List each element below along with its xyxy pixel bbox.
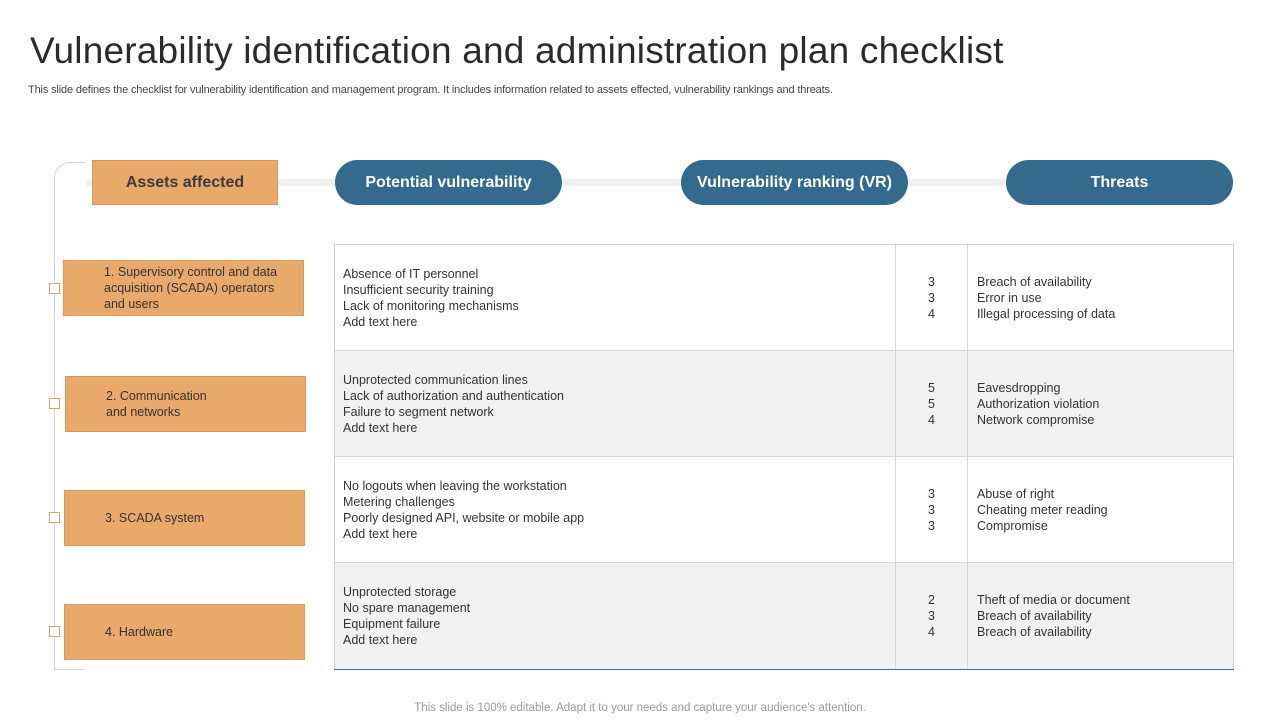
ranking-cell xyxy=(896,245,968,350)
vulnerability-item: Add text here xyxy=(343,420,418,435)
vulnerability-item: Unprotected communication lines xyxy=(343,372,528,387)
asset-box-2 xyxy=(65,376,306,432)
asset-label: 4. Hardware xyxy=(105,625,174,639)
table-row xyxy=(335,457,1233,563)
asset-label: 1. Supervisory control and data acquisition (SCADA) operators and users xyxy=(104,265,278,311)
checklist-table xyxy=(334,244,1234,670)
vulnerability-item: Add text here xyxy=(343,526,418,541)
asset-label: 2. Communication and networks xyxy=(106,389,207,419)
page-subtitle: This slide defines the checklist for vulnerability identification and management program. It includes information related to assets effected, vulnerability rankings and threats. xyxy=(28,84,833,96)
ranking-value: 4 xyxy=(928,306,935,321)
ranking-value: 3 xyxy=(928,486,935,501)
threat-item: Cheating meter reading xyxy=(977,502,1108,517)
header-vulnerability-ranking: Vulnerability ranking (VR) xyxy=(681,160,908,205)
vulnerability-item: Failure to segment network xyxy=(343,404,494,419)
header-assets-label: Assets affected xyxy=(125,173,245,191)
vulnerability-item: Lack of authorization and authentication xyxy=(343,388,564,403)
ranking-value: 3 xyxy=(928,290,935,305)
vulnerability-cell xyxy=(335,245,896,350)
page-title: Vulnerability identification and administration plan checklist xyxy=(30,30,1004,71)
asset-box-4 xyxy=(64,604,305,660)
ranking-value: 5 xyxy=(928,396,935,411)
vulnerability-cell xyxy=(335,351,896,456)
threat-item: Error in use xyxy=(977,290,1042,305)
ranking-cell xyxy=(896,351,968,456)
threat-item: Compromise xyxy=(977,518,1048,533)
threat-item: Eavesdropping xyxy=(977,380,1061,395)
header-potential-vulnerability: Potential vulnerability xyxy=(335,160,562,205)
vulnerability-item: Lack of monitoring mechanisms xyxy=(343,298,519,313)
asset-box-3 xyxy=(64,490,305,546)
ranking-value: 3 xyxy=(928,609,935,623)
header-assets-affected xyxy=(92,160,278,205)
table-row xyxy=(335,351,1233,457)
threat-item: Illegal processing of data xyxy=(977,306,1116,321)
vulnerability-item: No spare management xyxy=(343,601,471,615)
threat-item: Theft of media or document xyxy=(977,593,1130,607)
vulnerability-item: Add text here xyxy=(343,314,418,329)
timeline-bullet xyxy=(49,398,60,409)
ranking-value: 4 xyxy=(928,412,935,427)
threat-cell xyxy=(968,351,1233,456)
footer-note: This slide is 100% editable. Adapt it to your needs and capture your audience's attention. xyxy=(414,702,866,714)
ranking-value: 5 xyxy=(928,380,935,395)
timeline-bullet xyxy=(49,283,60,294)
threat-cell xyxy=(968,563,1233,669)
table-row xyxy=(335,245,1233,351)
vulnerability-item: No logouts when leaving the workstation xyxy=(343,478,567,493)
vulnerability-item: Metering challenges xyxy=(343,494,455,509)
vulnerability-item: Insufficient security training xyxy=(343,282,494,297)
ranking-value: 3 xyxy=(928,274,935,289)
threat-item: Breach of availability xyxy=(977,625,1092,639)
threat-cell xyxy=(968,457,1233,562)
asset-label: 3. SCADA system xyxy=(105,511,205,525)
table-row xyxy=(335,563,1233,669)
threat-item: Breach of availability xyxy=(977,274,1092,289)
vulnerability-item: Absence of IT personnel xyxy=(343,266,479,281)
ranking-cell xyxy=(896,457,968,562)
header-threats: Threats xyxy=(1006,160,1233,205)
threat-cell xyxy=(968,245,1233,350)
vulnerability-cell xyxy=(335,563,896,669)
threat-item: Authorization violation xyxy=(977,396,1100,411)
asset-box-1 xyxy=(63,260,304,316)
ranking-value: 3 xyxy=(928,518,935,533)
vulnerability-item: Unprotected storage xyxy=(343,585,457,599)
timeline-bullet xyxy=(49,512,60,523)
vulnerability-cell xyxy=(335,457,896,562)
vulnerability-item: Equipment failure xyxy=(343,617,441,631)
threat-item: Abuse of right xyxy=(977,486,1055,501)
timeline-bullet xyxy=(49,626,60,637)
ranking-value: 2 xyxy=(928,593,935,607)
threat-item: Network compromise xyxy=(977,412,1095,427)
ranking-cell xyxy=(896,563,968,669)
ranking-value: 3 xyxy=(928,502,935,517)
vulnerability-item: Poorly designed API, website or mobile app xyxy=(343,510,585,525)
vulnerability-item: Add text here xyxy=(343,633,418,647)
threat-item: Breach of availability xyxy=(977,609,1092,623)
ranking-value: 4 xyxy=(928,625,935,639)
